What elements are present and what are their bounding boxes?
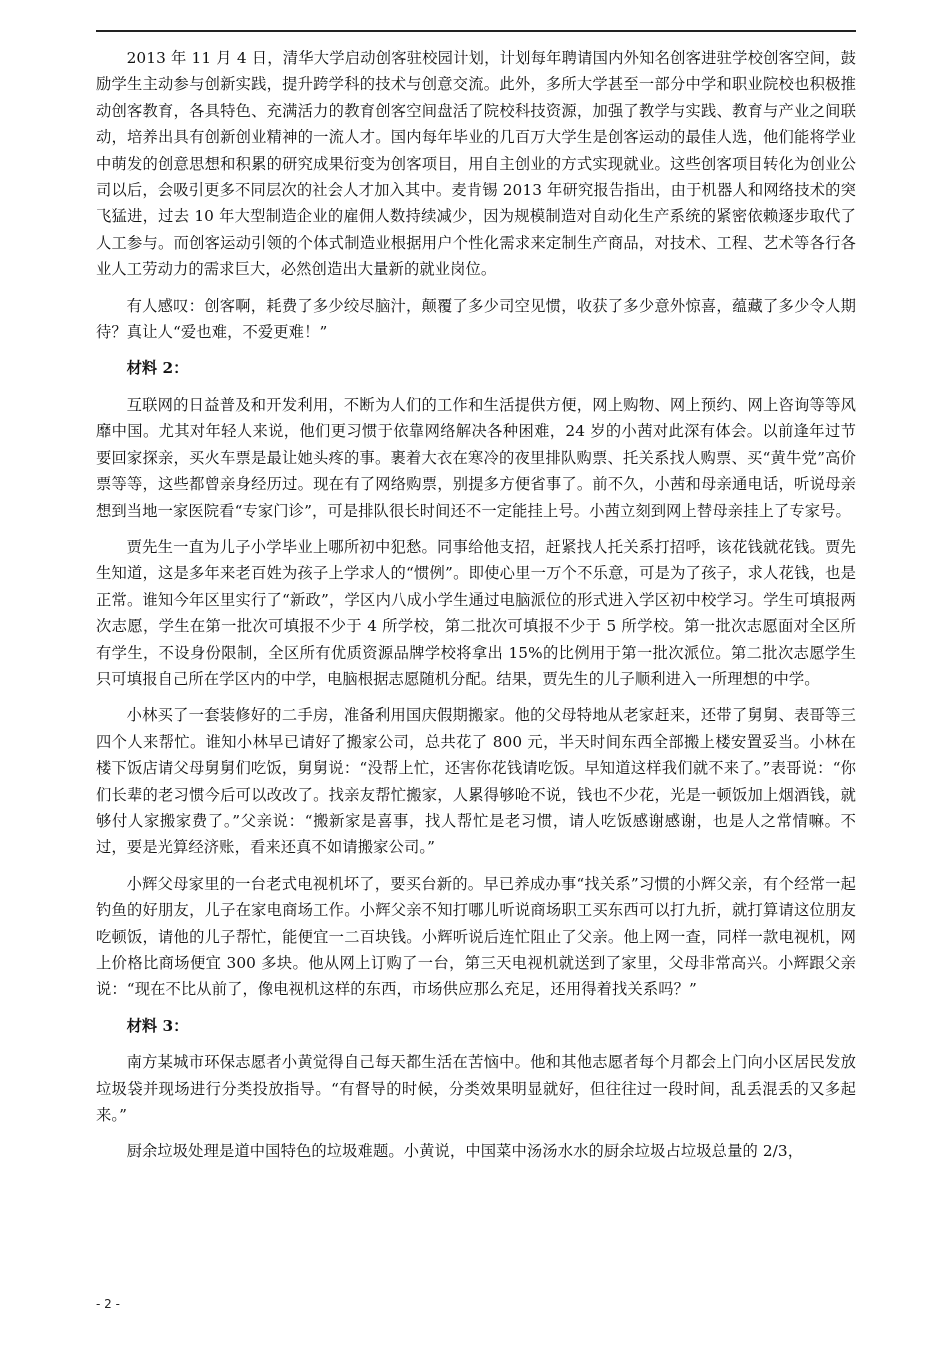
paragraph: 小辉父母家里的一台老式电视机坏了，要买台新的。早已养成办事“找关系”习惯的小辉父亲，有个经常一起钓鱼的好朋友，儿子在家电商场工作。小辉父亲不知打哪儿听说商场职工买东西可以打九折，就打算请这位朋友吃顿饭，请他的儿子帮忙，能便宜一二百块钱。小辉听说后连忙阻止了父亲。他上网一查，同样一款电视机，网上价格比商场便宜 300 多块。他从网上订购了一台，第三天电视机就送到了家里，父母非常高兴。小辉跟父亲说：“现在不比从前了，像电视机这样的东西，市场供应那么充足，还用得着找关系吗？” xyxy=(96,874,856,999)
header-rule xyxy=(96,30,856,32)
paragraph: 小林买了一套装修好的二手房，准备利用国庆假期搬家。他的父母特地从老家赶来，还带了舅舅、表哥等三四个人来帮忙。谁知小林早已请好了搬家公司，总共花了 800 元，半天时间东西全部搬上楼安置妥当。小林在楼下饭店请父母舅舅们吃饭，舅舅说：“没帮上忙，还害你花钱请吃饭。早知道这样我们就不来了。”表哥说：“你们长辈的老习惯今后可以改改了。找亲友帮忙搬家，人累得够呛不说，钱也不少花，光是一顿饭加上烟酒钱，就够付人家搬家费了。”父亲说：“搬新家是喜事，找人帮忙是老习惯，请人吃饭感谢感谢，也是人之常情嘛。不过，要是光算经济账，看来还真不如请搬家公司。” xyxy=(96,706,856,857)
paragraph: 2013 年 11 月 4 日，清华大学启动创客驻校园计划，计划每年聘请国内外知名创客进驻学校创客空间，鼓励学生主动参与创新实践，提升跨学科的技术与创意交流。此外，多所大学甚至一部分中学和职业院校也积极推动创客教育，各具特色、充满活力的教育创客空间盘活了院校科技资源，加强了教学与实践、教育与产业之间联动，培养出具有创新创业精神的一流人才。国内每年毕业的几百万大学生是创客运动的最佳人选，他们能将学业中萌发的创意思想和积累的研究成果衍变为创客项目，用自主创业的方式实现就业。这些创客项目转化为创业公司以后，会吸引更多不同层次的社会人才加入其中。麦肯锡 2013 年研究报告指出，由于机器人和网络技术的突飞猛进，过去 10 年大型制造企业的雇佣人数持续减少，因为规模制造对自动化生产系统的紧密依赖逐步取代了人工参与。而创客运动引领的个体式制造业根据用户个性化需求来定制生产商品，对技术、工程、艺术等各行各业人工劳动力的需求巨大，必然创造出大量新的就业岗位。 xyxy=(96,49,856,279)
paragraph: 南方某城市环保志愿者小黄觉得自己每天都生活在苦恼中。他和其他志愿者每个月都会上门向小区居民发放垃圾袋并现场进行分类投放指导。“有督导的时候，分类效果明显就好，但往往过一段时间，乱丢混丢的又多起来。” xyxy=(96,1053,856,1125)
section-heading: 材料 2： xyxy=(126,359,189,378)
paragraph: 互联网的日益普及和开发利用，不断为人们的工作和生活提供方便，网上购物、网上预约、网上咨询等等风靡中国。尤其对年轻人来说，他们更习惯于依靠网络解决各种困难，24 岁的小茜对此深有体会。以前逢年过节要回家探亲，买火车票是最让她头疼的事。裹着大衣在寒冷的夜里排队购票、托关系找人购票、买“黄牛党”高价票等等，这些都曾亲身经历过。现在有了网络购票，别提多方便省事了。前不久，小茜和母亲通电话，听说母亲想到当地一家医院看“专家门诊”，可是排队很长时间还不一定能挂上号。小茜立刻到网上替母亲挂上了专家号。 xyxy=(96,395,856,520)
paragraph: 厨余垃圾处理是道中国特色的垃圾难题。小黄说，中国菜中汤汤水水的厨余垃圾占垃圾总量的 2/3， xyxy=(126,1142,804,1161)
page-number: - 2 - xyxy=(96,1297,120,1311)
section-heading: 材料 3： xyxy=(126,1016,189,1035)
document-body xyxy=(96,45,856,1175)
paragraph: 贾先生一直为儿子小学毕业上哪所初中犯愁。同事给他支招，赶紧找人托关系打招呼，该花钱就花钱。贾先生知道，这是多年来老百姓为孩子上学求人的“惯例”。即使心里一万个不乐意，可是为了孩子，求人花钱，也是正常。谁知今年区里实行了“新政”，学区内八成小学生通过电脑派位的形式进入学区初中校学习。学生可填报两次志愿，学生在第一批次可填报不少于 4 所学校，第二批次可填报不少于 5 所学校。第一批次志愿面对全区所有学生，不设身份限制，全区所有优质资源品牌学校将拿出 15%的比例用于第一批次派位。第二批次志愿学生只可填报自己所在学区内的中学，电脑根据志愿随机分配。结果，贾先生的儿子顺利进入一所理想的中学。 xyxy=(96,537,856,688)
paragraph: 有人感叹：创客啊，耗费了多少绞尽脑汁，颠覆了多少司空见惯，收获了多少意外惊喜，蕴藏了多少令人期待？真让人“爱也难，不爱更难！” xyxy=(96,296,856,342)
